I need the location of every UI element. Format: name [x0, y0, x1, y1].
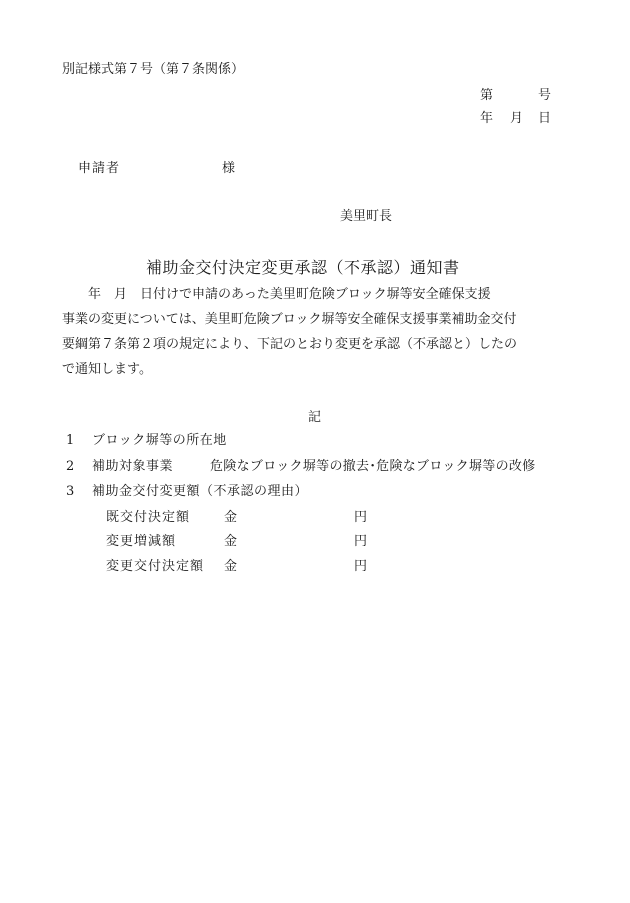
amount-yen: 円: [354, 510, 368, 525]
amount-yen: 円: [354, 559, 368, 574]
body-line: 事業の変更については、美里町危険ブロック塀等安全確保支援事業補助金交付: [62, 312, 517, 327]
item-number: 1: [66, 433, 75, 448]
date-year-label: 年: [480, 111, 494, 126]
body-paragraph: [62, 282, 568, 382]
body-line: 年 月 日付けで申請のあった美里町危険ブロック塀等安全確保支援: [62, 287, 491, 302]
document-title: 補助金交付決定変更承認（不承認）通知書: [146, 258, 460, 277]
amount-kin: 金: [224, 559, 238, 574]
item-number: 3: [66, 484, 75, 499]
item-label-project: 補助対象事業: [92, 459, 174, 474]
date-month-label: 月: [510, 111, 524, 126]
issuer-name: 美里町長: [340, 209, 393, 224]
amount-kin: 金: [224, 534, 238, 549]
body-line: 要綱第７条第２項の規定により、下記のとおり変更を承認（不承認と）したの: [62, 337, 518, 352]
document-number-label: 第: [480, 88, 494, 103]
amount-label-existing: 既交付決定額: [106, 510, 191, 525]
form-label: 別記様式第７号（第７条関係）: [62, 62, 245, 77]
body-line: で通知します。: [62, 362, 152, 377]
item-label-amount-change: 補助金交付変更額（不承認の理由）: [92, 484, 309, 499]
amount-yen: 円: [354, 534, 368, 549]
item-value-project: 危険なブロック塀等の撤去･危険なブロック塀等の改修: [210, 459, 536, 474]
amount-kin: 金: [224, 510, 238, 525]
amount-label-change: 変更増減額: [106, 534, 177, 549]
applicant-honorific: 様: [222, 161, 236, 176]
item-number: 2: [66, 459, 75, 474]
document-number-suffix: 号: [538, 88, 552, 103]
ki-heading: 記: [308, 410, 322, 425]
amount-label-new: 変更交付決定額: [106, 559, 205, 574]
date-day-label: 日: [538, 111, 552, 126]
item-label-location: ブロック塀等の所在地: [92, 433, 227, 448]
applicant-label: 申請者: [78, 161, 121, 176]
